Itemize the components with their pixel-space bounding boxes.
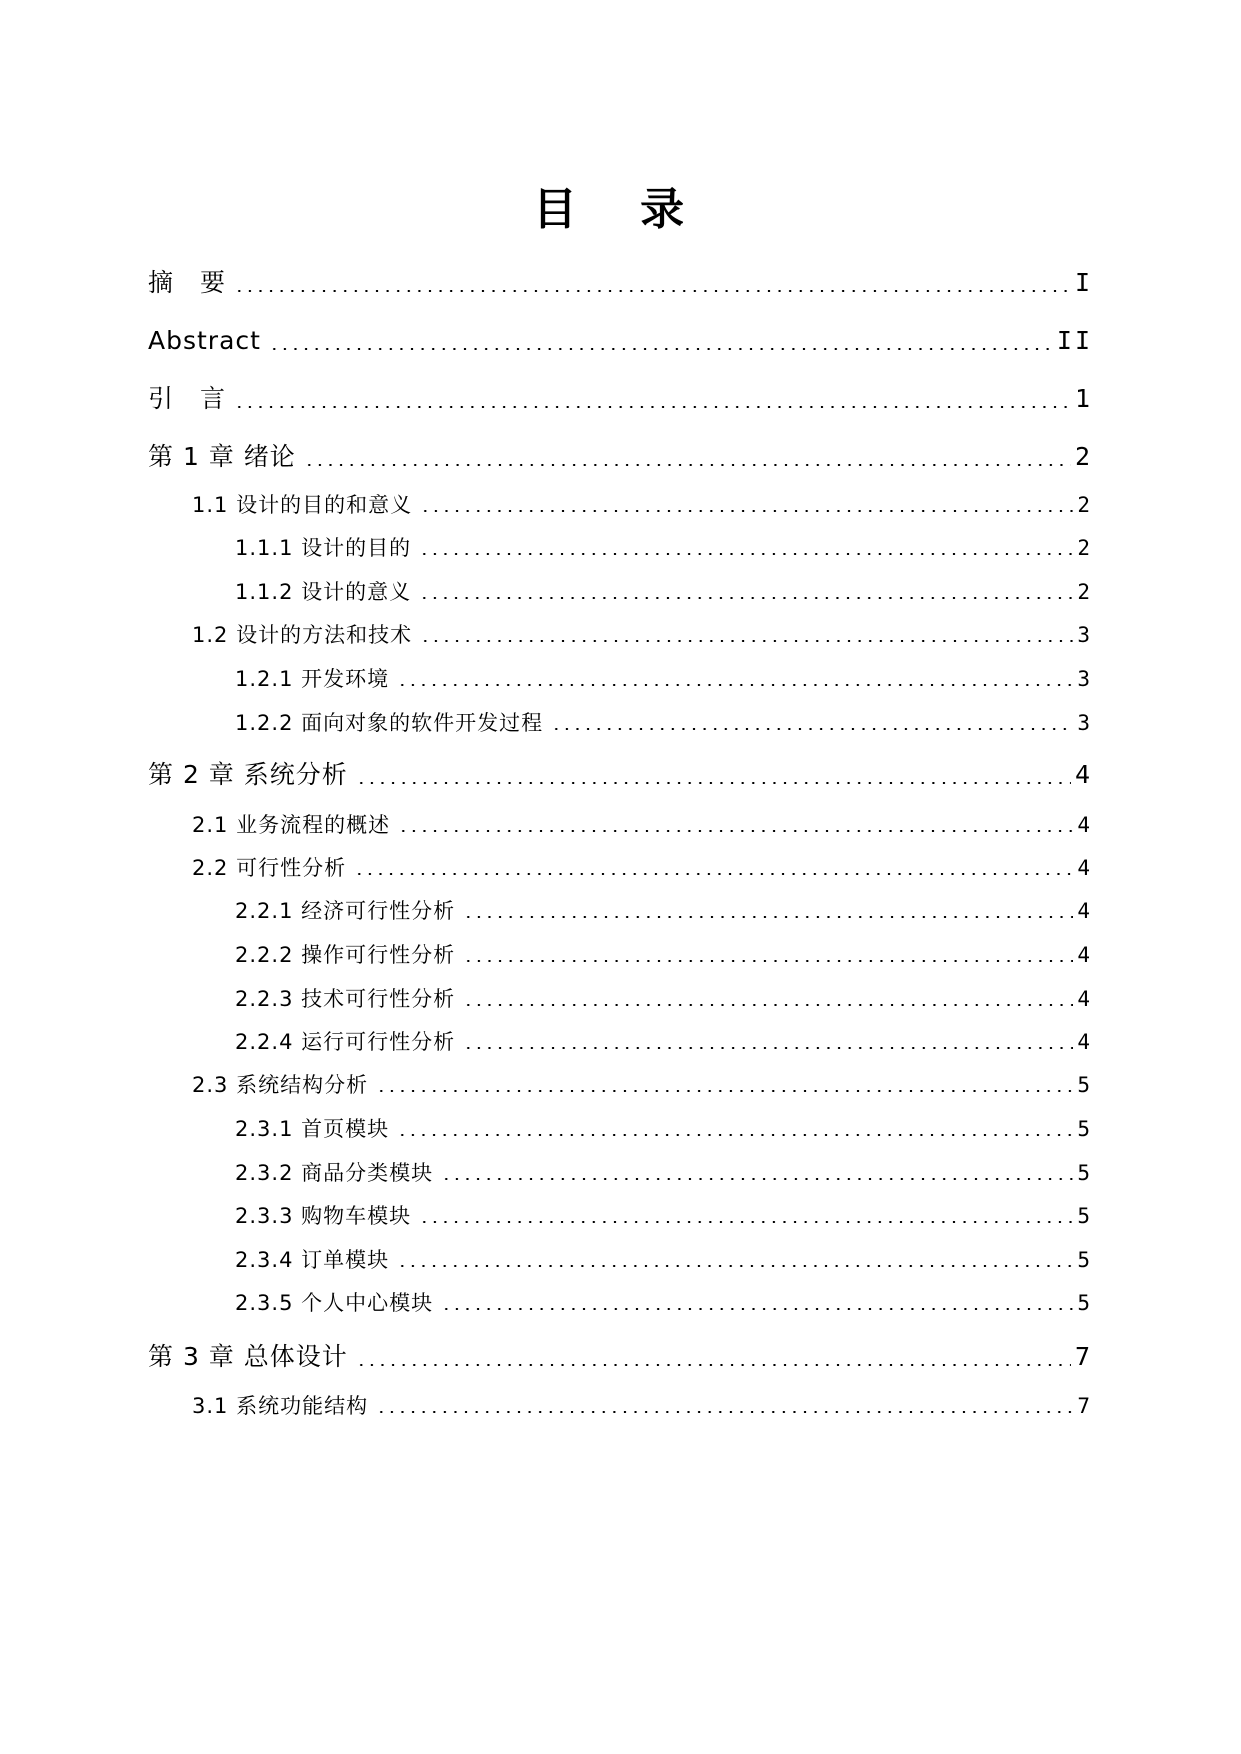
toc-entry[interactable] bbox=[235, 529, 1093, 561]
dot-leader bbox=[354, 873, 1073, 875]
toc-entry-label: 2.3.4 订单模块 bbox=[235, 1247, 390, 1272]
toc-entry-page-number: 4 bbox=[1074, 760, 1093, 789]
dot-leader bbox=[463, 916, 1073, 918]
dot-leader bbox=[376, 1411, 1073, 1413]
toc-entry-page-number: 3 bbox=[1077, 666, 1093, 691]
toc-entry[interactable] bbox=[192, 486, 1093, 518]
toc-entry-page-number: 4 bbox=[1077, 898, 1093, 923]
toc-entry-page-number: 5 bbox=[1077, 1072, 1093, 1097]
toc-entry-page-number: 4 bbox=[1077, 812, 1093, 837]
toc-entry-page-number: I bbox=[1074, 268, 1093, 297]
toc-entry[interactable] bbox=[235, 1284, 1093, 1316]
toc-entry-label: 2.2.1 经济可行性分析 bbox=[235, 898, 456, 923]
toc-entry-label: 1.1.1 设计的目的 bbox=[235, 535, 412, 560]
toc-entry-page-number: 4 bbox=[1077, 942, 1093, 967]
page-title: 目 录 bbox=[532, 184, 709, 235]
dot-leader bbox=[356, 782, 1071, 784]
toc-entry-label: 引 言 bbox=[148, 384, 227, 413]
toc-entry[interactable] bbox=[235, 892, 1093, 924]
toc-entry-label: 1.2 设计的方法和技术 bbox=[192, 622, 413, 647]
toc-entry-label: 1.1 设计的目的和意义 bbox=[192, 492, 413, 517]
toc-entry[interactable] bbox=[235, 980, 1093, 1012]
dot-leader bbox=[419, 597, 1073, 599]
dot-leader bbox=[398, 830, 1073, 832]
toc-entry-page-number: 3 bbox=[1077, 710, 1093, 735]
toc-entry-page-number: 2 bbox=[1077, 579, 1093, 604]
toc-entry-page-number: 5 bbox=[1077, 1290, 1093, 1315]
toc-entry-label: 2.2 可行性分析 bbox=[192, 855, 347, 880]
toc-entry[interactable] bbox=[192, 1387, 1093, 1419]
dot-leader bbox=[420, 510, 1073, 512]
dot-leader bbox=[551, 728, 1073, 730]
toc-entry-page-number: 2 bbox=[1074, 442, 1093, 471]
toc-entry-page-number: 5 bbox=[1077, 1203, 1093, 1228]
toc-entry[interactable] bbox=[148, 754, 1093, 790]
toc-entry-label: 2.1 业务流程的概述 bbox=[192, 812, 391, 837]
dot-leader bbox=[356, 1364, 1071, 1366]
toc-entry-page-number: 5 bbox=[1077, 1247, 1093, 1272]
dot-leader bbox=[397, 1134, 1073, 1136]
toc-entry-label: 2.2.3 技术可行性分析 bbox=[235, 986, 456, 1011]
dot-leader bbox=[419, 1221, 1073, 1223]
toc-entry-page-number: 5 bbox=[1077, 1160, 1093, 1185]
toc-entry-label: 第 3 章 总体设计 bbox=[148, 1342, 348, 1371]
dot-leader bbox=[441, 1308, 1073, 1310]
dot-leader bbox=[441, 1178, 1073, 1180]
toc-entry-page-number: 7 bbox=[1077, 1393, 1093, 1418]
toc-entry[interactable] bbox=[235, 1023, 1093, 1055]
toc-entry[interactable] bbox=[235, 660, 1093, 692]
toc-entry-page-number: 2 bbox=[1077, 535, 1093, 560]
toc-entry-page-number: 3 bbox=[1077, 622, 1093, 647]
toc-entry-label: 2.2.4 运行可行性分析 bbox=[235, 1029, 456, 1054]
toc-entry-page-number: 1 bbox=[1074, 384, 1093, 413]
toc-entry[interactable] bbox=[192, 616, 1093, 648]
toc-entry-label: 1.1.2 设计的意义 bbox=[235, 579, 412, 604]
toc-entry-page-number: 7 bbox=[1074, 1342, 1093, 1371]
toc-entry-page-number: 2 bbox=[1077, 492, 1093, 517]
toc-entry-page-number: 4 bbox=[1077, 1029, 1093, 1054]
toc-entry-label: 2.3 系统结构分析 bbox=[192, 1072, 369, 1097]
dot-leader bbox=[463, 1047, 1073, 1049]
toc-entry[interactable] bbox=[235, 1241, 1093, 1273]
toc-entry[interactable] bbox=[235, 1197, 1093, 1229]
toc-entry[interactable] bbox=[148, 436, 1093, 472]
toc-entry-label: 2.3.3 购物车模块 bbox=[235, 1203, 412, 1228]
toc-entry-page-number: 4 bbox=[1077, 986, 1093, 1011]
toc-entry[interactable] bbox=[148, 262, 1093, 298]
toc-entry-label: 第 1 章 绪论 bbox=[148, 442, 296, 471]
dot-leader bbox=[304, 464, 1071, 466]
toc-entry[interactable] bbox=[235, 1110, 1093, 1142]
toc-entry[interactable] bbox=[235, 704, 1093, 736]
toc-entry[interactable] bbox=[148, 320, 1093, 356]
toc-entry-label: 1.2.2 面向对象的软件开发过程 bbox=[235, 710, 544, 735]
toc-entry-label: 1.2.1 开发环境 bbox=[235, 666, 390, 691]
dot-leader bbox=[376, 1090, 1073, 1092]
toc-entry-page-number: 4 bbox=[1077, 855, 1093, 880]
toc-entry-label: Abstract bbox=[148, 326, 261, 355]
dot-leader bbox=[463, 1004, 1073, 1006]
toc-entry-label: 3.1 系统功能结构 bbox=[192, 1393, 369, 1418]
dot-leader bbox=[397, 1265, 1073, 1267]
toc-entry-page-number: 5 bbox=[1077, 1116, 1093, 1141]
toc-entry[interactable] bbox=[148, 378, 1093, 414]
toc-entry[interactable] bbox=[192, 1066, 1093, 1098]
toc-entry[interactable] bbox=[192, 806, 1093, 838]
dot-leader bbox=[234, 406, 1071, 408]
toc-entry-label: 第 2 章 系统分析 bbox=[148, 760, 348, 789]
toc-entry-label: 2.3.2 商品分类模块 bbox=[235, 1160, 434, 1185]
toc-entry[interactable] bbox=[148, 1336, 1093, 1372]
toc-entry-label: 摘 要 bbox=[148, 268, 227, 297]
dot-leader bbox=[463, 960, 1073, 962]
toc-entry-label: 2.3.1 首页模块 bbox=[235, 1116, 390, 1141]
toc-entry[interactable] bbox=[235, 573, 1093, 605]
toc-entry-page-number: II bbox=[1056, 326, 1093, 355]
dot-leader bbox=[234, 290, 1071, 292]
dot-leader bbox=[419, 553, 1073, 555]
dot-leader bbox=[397, 684, 1073, 686]
toc-entry[interactable] bbox=[235, 1154, 1093, 1186]
dot-leader bbox=[420, 640, 1073, 642]
dot-leader bbox=[269, 348, 1053, 350]
toc-entry[interactable] bbox=[192, 849, 1093, 881]
toc-entry-label: 2.3.5 个人中心模块 bbox=[235, 1290, 434, 1315]
toc-entry-label: 2.2.2 操作可行性分析 bbox=[235, 942, 456, 967]
toc-entry[interactable] bbox=[235, 936, 1093, 968]
